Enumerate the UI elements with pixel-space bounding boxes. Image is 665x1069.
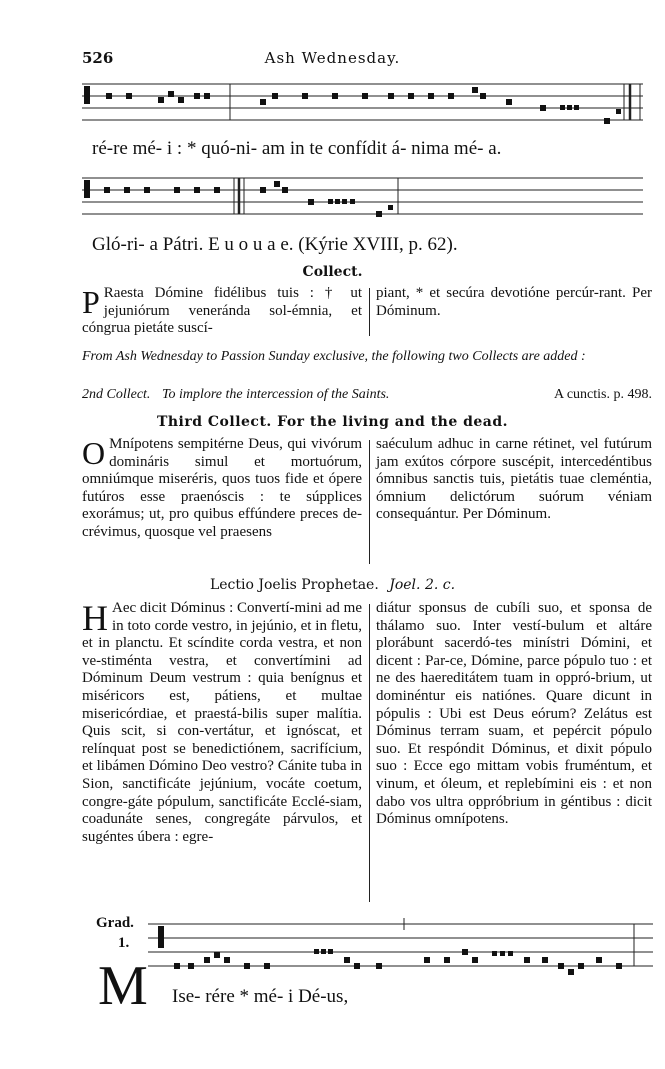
column-divider [369,440,370,564]
third-collect-text-right: saéculum adhuc in carne rétinet, vel futúrum jam exútos córpore suscépit, intercedéntibus ómnibus sanctis tuis, pietátis tuae cleméntia, ómnium delictórum suórum véniam consequántur. Per Dóminum. [376,436,652,523]
lesson-text-right: diátur sponsus de cubíli suo, et sponsa de thálamo suo. Inter vestí-bulum et altáre plorábunt sacerdó-tes minístri Dómini, et dicent : Par-ce, Dómine, parce pópulo tuo : et ne des haereditátem tuam in oppró-brium, ut dominéntur eis natiónes. Quare dicunt in pópulis : Ubi est Deus eórum? Zelátus est Dóminus terram suam, et pepércit pópulo suo. Et respóndit Dóminus, et dixit pópulo suo : Ecce ego mittam vobis fruméntum, et vinum, et óleum, et replebímini eis : et non dabo vos ultra oppróbrium in géntibus : dicit Dóminus omnípotens. [376,600,652,828]
second-collect-line [82,386,652,403]
column-divider [369,288,370,336]
gradual-lyrics: Ise- rére * mé- i Dé-us, [172,986,349,1007]
collect-text-right: piant, * et secúra devotióne percúr-rant. Per Dóminum. [376,285,652,319]
collect-text-left: Raesta Dómine fidélibus tuis : † ut jejuniórum veneránda sol-émnia, et cóngrua pietáte suscí- [82,285,362,337]
third-collect-left-column [82,436,362,542]
third-collect-right-column [376,436,652,524]
third-collect-text-left: Mnípotens sempitérne Deus, qui vivórum domináris simul et mortuórum, omniúmque miseréris, quos tuos fide et ópere futúros esse praenóscis : te súpplices exorámus; ut, pro quibus effúndere preces de-crévimus, quosque vel praesens [82,436,362,540]
running-title: Ash Wednesday. [264,49,401,67]
collect-right-column [376,285,652,320]
gradual-staff [148,914,653,982]
third-collect-heading: Third Collect. For the living and the dead. [156,414,509,430]
column-divider [369,604,370,902]
second-collect-ref: A cunctis. p. 498. [554,387,652,402]
gradual-initial: M [98,955,148,1017]
chant-lyrics-2: Gló-ri- a Pátri. E u o u a e. (Kýrie XVIII, p. 62). [92,234,458,255]
lesson-right-column [376,600,652,829]
lesson-text-left: Aec dicit Dóminus : Convertí-mini ad me in toto corde vestro, in jejúnio, et in fletu, et in planctu. Et scíndite corda vestra, et non ve-stiménta vestra, et convertímini ad Dóminum Deum vestrum : quia benígnus et miséricors est, pátiens, et multae misericórdiae, et praestá-bilis super malítia. Quis scit, si con-vertátur, et ignóscat, et relínquat post se benedictiónem, sacrifícium, et libámen Dómino Deo vestro? Cánite tuba in Sion, sanctificáte jejúnium, vocáte coetum, congre-gáte pópulum, sanctificáte Ecclé-siam, coadunáte senes, congregáte párvulos, et sugéntes úbera : egre- [82,600,362,845]
chant-staff-1 [82,74,643,134]
collect-left-column [82,285,362,338]
rubric-note: From Ash Wednesday to Passion Sunday exclusive, the following two Collects are added : [82,349,586,364]
chant-staff-2 [82,168,643,230]
collect-heading: Collect. [302,264,363,280]
lesson-heading-line [0,577,665,593]
chant-lyrics-1: ré-re mé- i : * quó-ni- am in te confídit á- nima mé- a. [92,138,502,159]
drop-cap: H [82,598,108,638]
lesson-reference: Joel. 2. c. [389,577,456,593]
second-collect-text: To implore the intercession of the Saints. [161,387,390,402]
page-number: 526 [82,49,114,67]
lesson-heading: Lectio Joelis Prophetae. [209,577,379,593]
second-collect-label: 2nd Collect. [82,387,151,402]
drop-cap: P [82,284,100,320]
gradual-number: 1. [118,935,130,951]
lesson-left-column [82,600,362,846]
drop-cap: O [82,435,106,471]
gradual-label: Grad. [96,915,134,931]
